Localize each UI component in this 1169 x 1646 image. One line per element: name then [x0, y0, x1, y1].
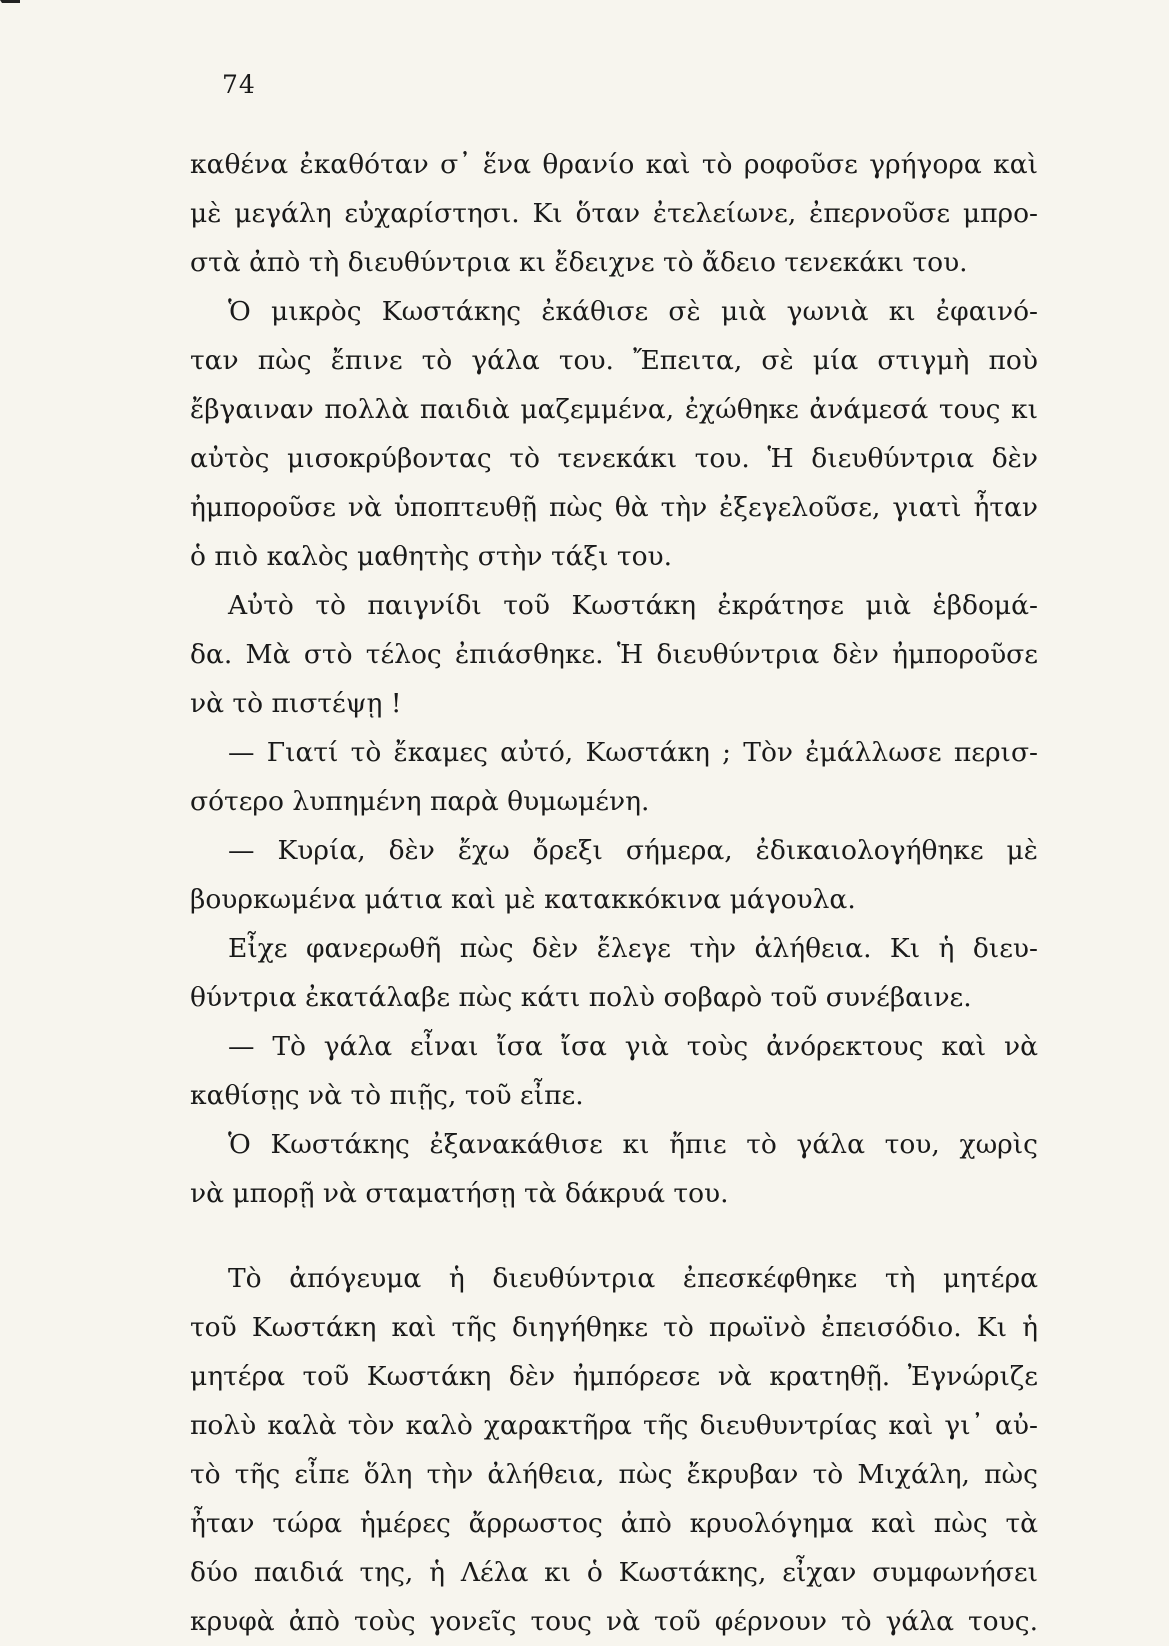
text-line: κρυφὰ ἀπὸ τοὺς γονεῖς τους νὰ τοῦ φέρνουν τὸ γάλα τους.: [190, 1606, 1038, 1637]
text-line: πολὺ καλὰ τὸν καλὸ χαρακτῆρα τῆς διευθυντρίας καὶ γι᾿ αὐ-: [190, 1410, 1038, 1441]
text-line: καθίσῃς νὰ τὸ πιῇς, τοῦ εἶπε.: [190, 1080, 584, 1111]
corner-mark: [0, 0, 20, 29]
text-line: — Γιατί τὸ ἔκαμες αὐτό, Κωστάκη ; Τὸν ἐμάλλωσε περισ-: [228, 737, 1038, 768]
text-line: — Τὸ γάλα εἶναι ἴσα ἴσα γιὰ τοὺς ἀνόρεκτους καὶ νὰ: [228, 1031, 1038, 1062]
text-line: δα. Μὰ στὸ τέλος ἐπιάσθηκε. Ἡ διευθύντρια δὲν ἠμποροῦσε: [190, 639, 1038, 670]
text-line: καθένα ἐκαθόταν σ᾿ ἕνα θρανίο καὶ τὸ ροφοῦσε γρήγορα καὶ: [190, 149, 1038, 180]
text-line: ταν πὼς ἔπινε τὸ γάλα του. Ἔπειτα, σὲ μία στιγμὴ ποὺ: [190, 345, 1038, 376]
text-line: ἦταν τώρα ἡμέρες ἄρρωστος ἀπὸ κρυολόγημα καὶ πὼς τὰ: [190, 1508, 1038, 1539]
text-line: στὰ ἀπὸ τὴ διευθύντρια κι ἔδειχνε τὸ ἄδειο τενεκάκι του.: [190, 247, 968, 278]
text-line: Εἶχε φανερωθῆ πὼς δὲν ἔλεγε τὴν ἀλήθεια. Κι ἡ διευ-: [228, 933, 1038, 964]
text-line: — Κυρία, δὲν ἔχω ὄρεξι σήμερα, ἐδικαιολογήθηκε μὲ: [228, 835, 1038, 866]
text-line: αὐτὸς μισοκρύβοντας τὸ τενεκάκι του. Ἡ διευθύντρια δὲν: [190, 443, 1038, 474]
page-number: 74: [222, 70, 256, 99]
text-line: βουρκωμένα μάτια καὶ μὲ κατακκόκινα μάγουλα.: [190, 884, 856, 915]
text-line: τὸ τῆς εἶπε ὅλη τὴν ἀλήθεια, πὼς ἔκρυβαν τὸ Μιχάλη, πὼς: [190, 1459, 1038, 1490]
text-line: νὰ τὸ πιστέψῃ !: [190, 688, 402, 719]
text-line: ἔβγαιναν πολλὰ παιδιὰ μαζεμμένα, ἐχώθηκε ἀνάμεσά τους κι: [190, 394, 1038, 425]
body-text: [190, 140, 1038, 1646]
text-line: τοῦ Κωστάκη καὶ τῆς διηγήθηκε τὸ πρωϊνὸ ἐπεισόδιο. Κι ἡ: [190, 1312, 1038, 1343]
text-line: Ὁ μικρὸς Κωστάκης ἐκάθισε σὲ μιὰ γωνιὰ κι ἐφαινό-: [228, 296, 1038, 327]
text-line: νὰ μπορῇ νὰ σταματήσῃ τὰ δάκρυά του.: [190, 1178, 729, 1209]
text-line: μὲ μεγάλη εὐχαρίστησι. Κι ὅταν ἐτελείωνε, ἐπερνοῦσε μπρο-: [190, 198, 1038, 229]
text-line: Ὁ Κωστάκης ἐξανακάθισε κι ἤπιε τὸ γάλα του, χωρὶς: [228, 1129, 1038, 1160]
text-line: ἠμποροῦσε νὰ ὑποπτευθῇ πὼς θὰ τὴν ἐξεγελοῦσε, γιατὶ ἦταν: [190, 492, 1038, 523]
text-line: θύντρια ἐκατάλαβε πὼς κάτι πολὺ σοβαρὸ τοῦ συνέβαινε.: [190, 982, 972, 1013]
text-line: Αὐτὸ τὸ παιγνίδι τοῦ Κωστάκη ἐκράτησε μιὰ ἑβδομά-: [228, 590, 1038, 621]
text-line: Τὸ ἀπόγευμα ἡ διευθύντρια ἐπεσκέφθηκε τὴ μητέρα: [228, 1263, 1038, 1294]
text-line: μητέρα τοῦ Κωστάκη δὲν ἠμπόρεσε νὰ κρατηθῇ. Ἐγνώριζε: [190, 1361, 1038, 1392]
text-line: σότερο λυπημένη παρὰ θυμωμένη.: [190, 786, 650, 817]
text-line: δύο παιδιά της, ἡ Λέλα κι ὁ Κωστάκης, εἶχαν συμφωνήσει: [190, 1557, 1038, 1588]
text-line: ὁ πιὸ καλὸς μαθητὴς στὴν τάξι του.: [190, 541, 673, 572]
paragraph-gap: [190, 1218, 1038, 1254]
